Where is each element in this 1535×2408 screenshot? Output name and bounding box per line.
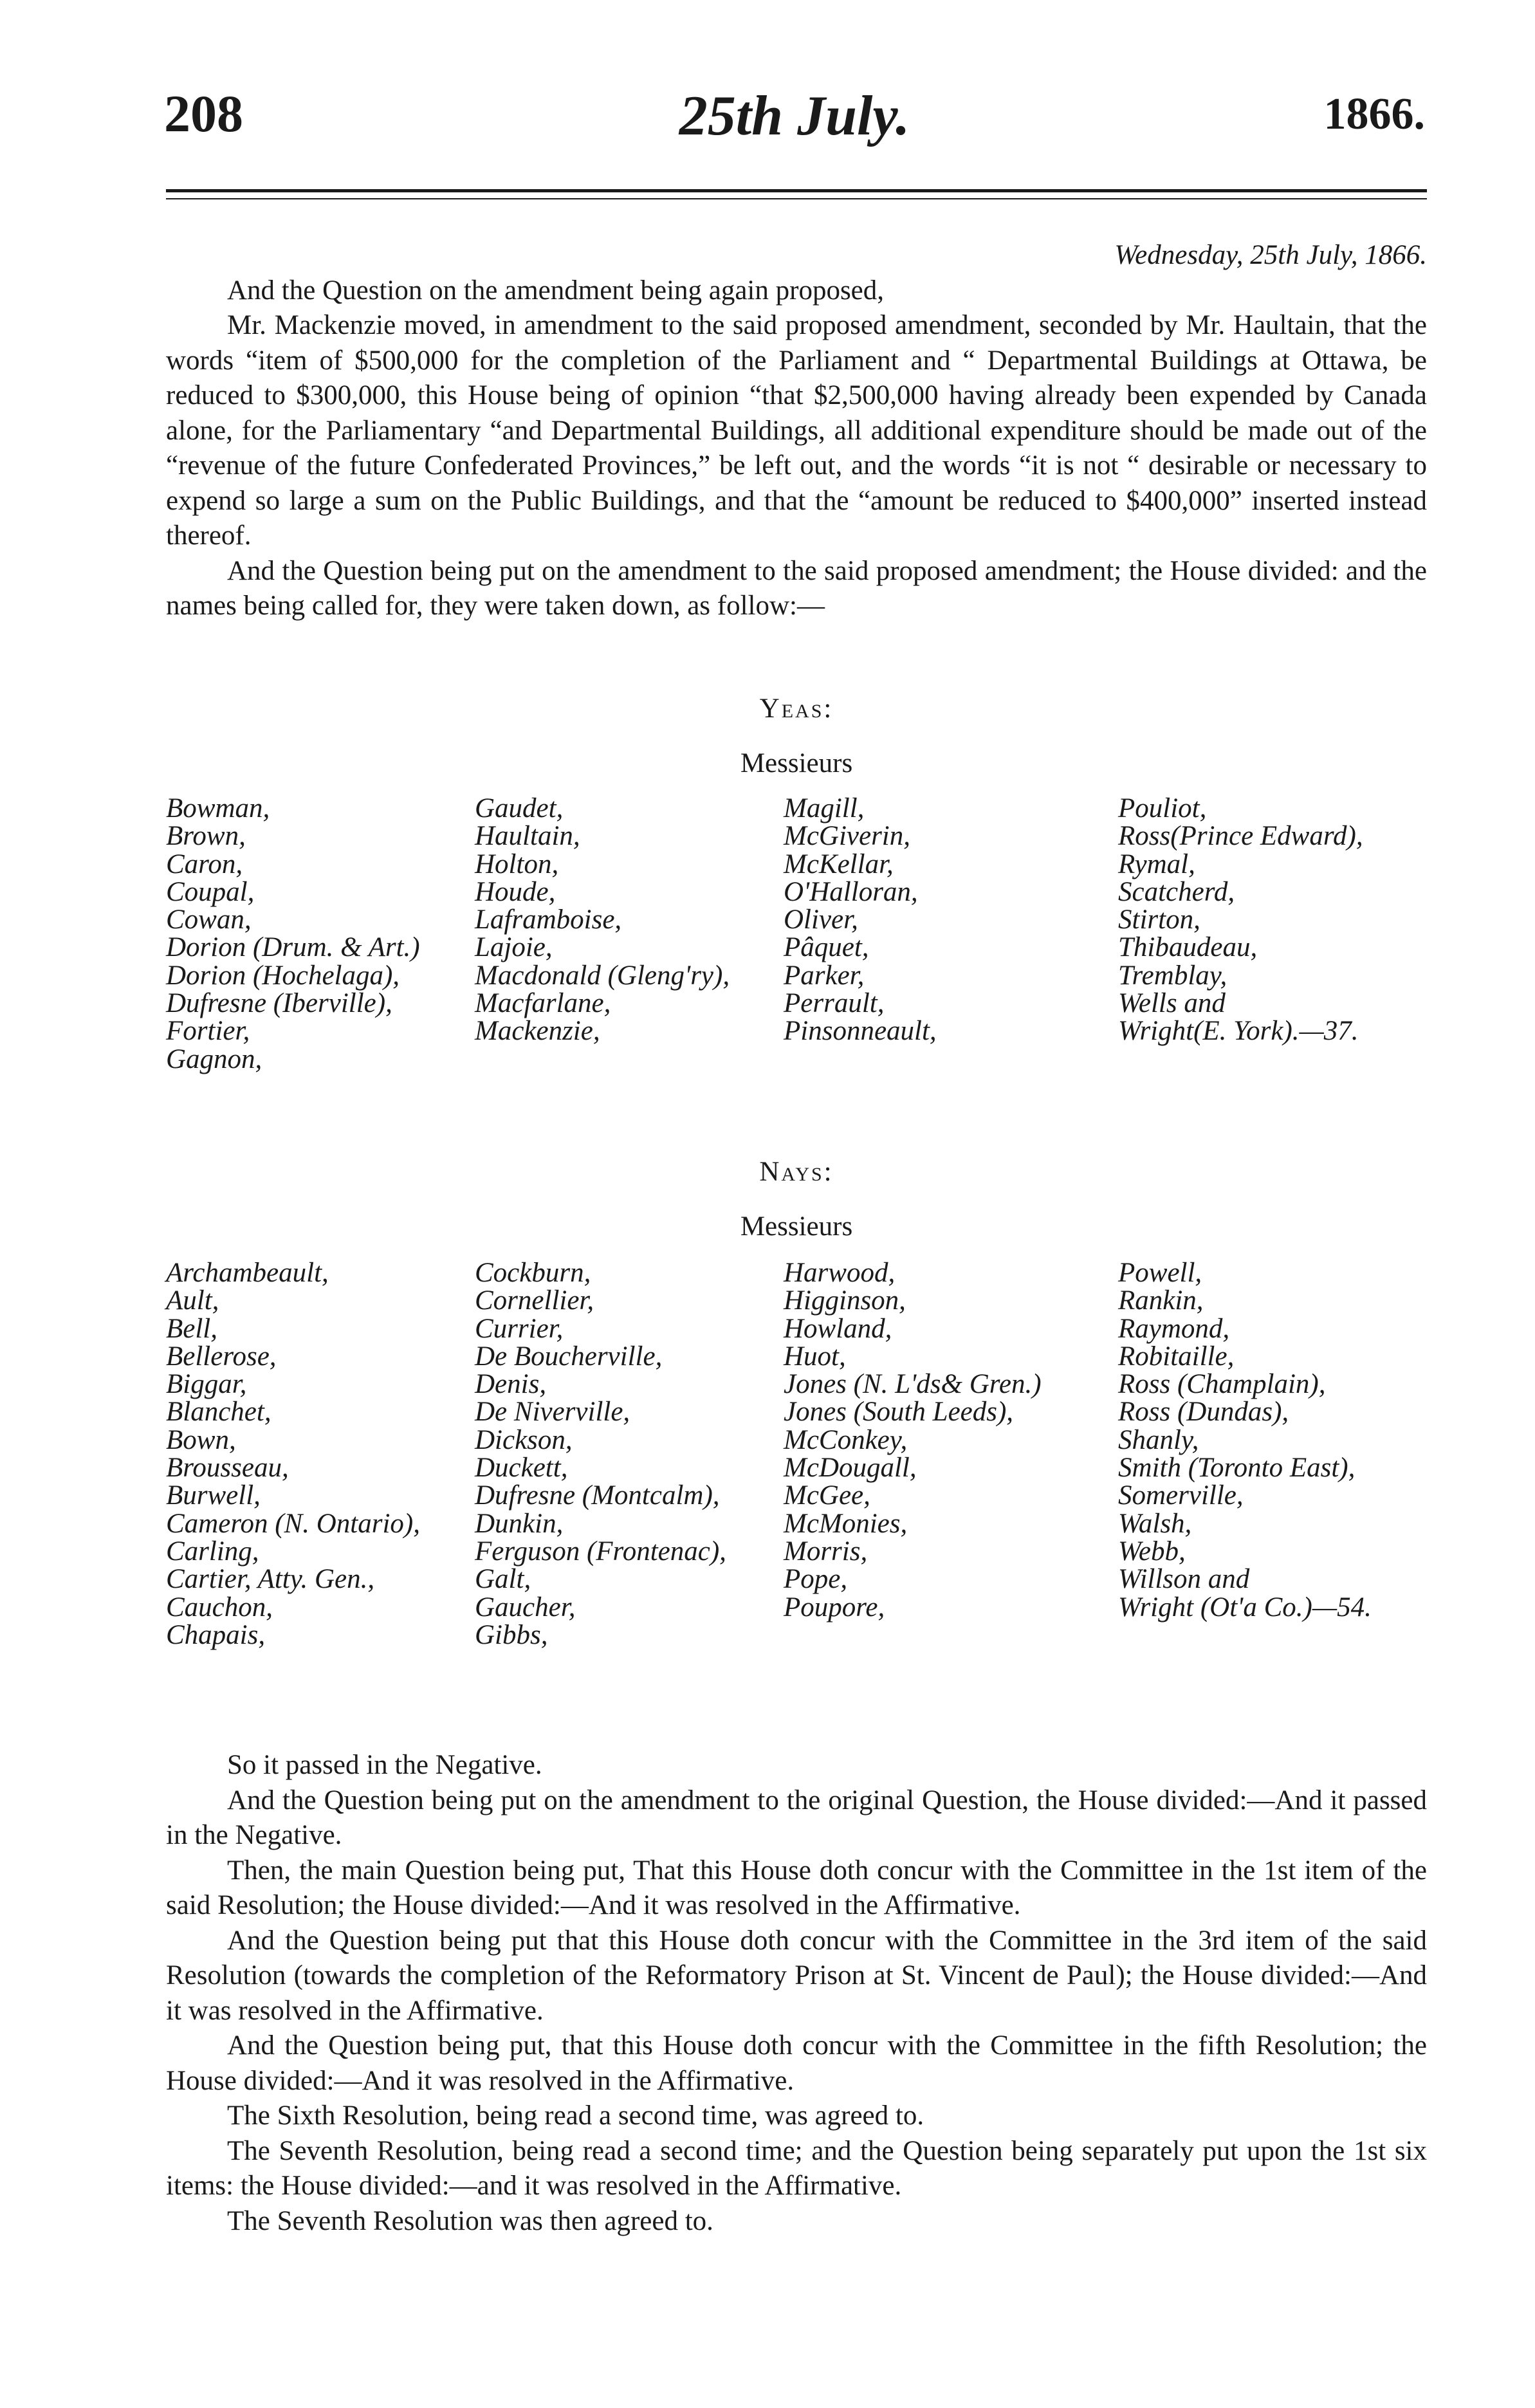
paragraph: So it passed in the Negative. [227, 1750, 542, 1780]
nays-member-name: De Boucherville, [475, 1341, 663, 1372]
closing-section [166, 1748, 1427, 2239]
yeas-member-name: Magill, [784, 793, 865, 823]
yeas-member-name: Lajoie, [475, 932, 553, 963]
header-rule-thin [166, 198, 1427, 199]
nays-member-name: Gaucher, [475, 1592, 576, 1622]
paragraph: Mr. Mackenzie moved, in amendment to the said proposed amendment, seconded by Mr. Haultain, that the words “item of $500,000 for the completion of the Parliament and “ Departmental Buildings at Ottawa, be reduced to $300,000, this House being of opinion “that $2,500,000 having already been expended by Canada alone, for the Parliamentary “and Departmental Buildings, all additional expenditure should be made out of the “revenue of the future Confederated Provinces,” be left out, and the words “it is not “ desirable or necessary to expend so large a sum on the Public Buildings, and that the “amount be reduced to $400,000” inserted instead thereof. [166, 310, 1427, 551]
yeas-member-name: Macdonald (Gleng'ry), [475, 960, 730, 991]
nays-member-name: Biggar, [166, 1369, 247, 1400]
page-title: 25th July. [679, 85, 910, 147]
paragraph: Then, the main Question being put, That this House doth concur with the Committee in the 1st item of the said Resolution; the House divided:—And it was resolved in the Affirmative. [166, 1855, 1427, 1920]
nays-member-name: Bellerose, [166, 1341, 277, 1372]
paragraph: And the Question being put on the amendment to the original Question, the House divided:—And it passed in the Negative. [166, 1785, 1427, 1850]
nays-member-name: McGee, [784, 1480, 870, 1511]
nays-member-name: Poupore, [784, 1592, 885, 1622]
nays-names-list [166, 1259, 1427, 1649]
yeas-member-name: Holton, [475, 849, 559, 879]
yeas-member-name: Wright(E. York).—37. [1118, 1016, 1359, 1047]
yeas-member-name: Scatcherd, [1118, 876, 1235, 907]
nays-member-name: Smith (Toronto East), [1118, 1453, 1356, 1484]
yeas-member-name [784, 1045, 1118, 1073]
yeas-subheading: Messieurs [740, 748, 853, 778]
nays-member-name: Dunkin, [475, 1508, 564, 1539]
nays-member-name: Jones (N. L'ds& Gren.) [784, 1369, 1042, 1400]
paragraph: The Sixth Resolution, being read a second time, was agreed to. [227, 2100, 924, 2131]
nays-member-name: McConkey, [784, 1424, 908, 1455]
yeas-member-name: Gagnon, [166, 1043, 262, 1074]
nays-member-name: Galt, [475, 1564, 531, 1595]
paragraph: And the Question being put on the amendment to the said proposed amendment; the House divided: and the names being called for, they were taken down, as follow:— [166, 555, 1427, 621]
nays-member-name: Webb, [1118, 1536, 1186, 1567]
yeas-member-name: Cowan, [166, 905, 252, 935]
yeas-member-name: Pinsonneault, [784, 1016, 937, 1047]
nays-member-name: Jones (South Leeds), [784, 1397, 1014, 1428]
header-rule [166, 189, 1427, 192]
nays-member-name: Brousseau, [166, 1453, 289, 1484]
nays-member-name: Denis, [475, 1369, 547, 1400]
nays-member-name: Bown, [166, 1424, 236, 1455]
nays-member-name: Robitaille, [1118, 1341, 1235, 1372]
nays-member-name [784, 1621, 1118, 1649]
yeas-member-name: Ross(Prince Edward), [1118, 821, 1363, 852]
nays-member-name: Raymond, [1118, 1313, 1230, 1344]
nays-member-name: Blanchet, [166, 1397, 271, 1428]
yeas-member-name: O'Halloran, [784, 876, 918, 907]
nays-member-name: Higginson, [784, 1285, 906, 1316]
yeas-member-name [475, 1045, 784, 1073]
nays-member-name: Ferguson (Frontenac), [475, 1536, 726, 1567]
nays-heading-block [166, 1155, 1427, 1244]
yeas-member-name: Parker, [784, 960, 865, 991]
nays-member-name: Harwood, [784, 1258, 896, 1288]
nays-heading: Nays: [759, 1157, 834, 1187]
nays-member-name: Dickson, [475, 1424, 573, 1455]
page-header [164, 84, 1425, 161]
nays-member-name: Huot, [784, 1341, 846, 1372]
yeas-member-name: Gaudet, [475, 793, 564, 823]
yeas-member-name: Bowman, [166, 793, 270, 823]
date-line: Wednesday, 25th July, 1866. [1114, 240, 1427, 270]
nays-member-name: Somerville, [1118, 1480, 1244, 1511]
nays-member-name: Willson and [1118, 1564, 1250, 1595]
nays-subheading: Messieurs [740, 1211, 853, 1242]
nays-member-name: Dufresne (Montcalm), [475, 1480, 720, 1511]
nays-member-name: Rankin, [1118, 1285, 1204, 1316]
yeas-member-name: McGiverin, [784, 821, 911, 852]
yeas-member-name: Fortier, [166, 1016, 250, 1047]
yeas-member-name: Pâquet, [784, 932, 869, 963]
nays-member-name: Currier, [475, 1313, 564, 1344]
yeas-member-name: Rymal, [1118, 849, 1195, 879]
nays-member-name: Morris, [784, 1536, 868, 1567]
nays-member-name: Burwell, [166, 1480, 261, 1511]
yeas-member-name: Dorion (Drum. & Art.) [166, 932, 420, 963]
header-year: 1866. [1323, 89, 1425, 139]
yeas-member-name: Laframboise, [475, 905, 622, 935]
nays-member-name: Ross (Champlain), [1118, 1369, 1326, 1400]
yeas-names-list [166, 795, 1427, 1073]
yeas-heading: Yeas: [759, 694, 834, 724]
yeas-member-name: Oliver, [784, 905, 858, 935]
paragraph: And the Question being put that this House doth concur with the Committee in the 3rd item of the said Resolution (towards the completion of the Reformatory Prison at St. Vincent de Paul); the House divided:—And it was resolved in the Affirmative. [166, 1925, 1427, 2026]
nays-member-name: Cauchon, [166, 1592, 273, 1622]
nays-member-name: Duckett, [475, 1453, 568, 1484]
nays-member-name: Ross (Dundas), [1118, 1397, 1289, 1428]
nays-member-name: Bell, [166, 1313, 217, 1344]
paragraph: And the Question on the amendment being again proposed, [227, 275, 885, 306]
nays-member-name: Gibbs, [475, 1619, 548, 1650]
yeas-member-name: Mackenzie, [475, 1016, 600, 1047]
yeas-member-name: Dufresne (Iberville), [166, 988, 392, 1019]
yeas-member-name: Perrault, [784, 988, 885, 1019]
yeas-member-name: Haultain, [475, 821, 580, 852]
yeas-member-name: McKellar, [784, 849, 894, 879]
nays-member-name: De Niverville, [475, 1397, 630, 1428]
nays-member-name: Cornellier, [475, 1285, 594, 1316]
nays-member-name: Ault, [166, 1285, 219, 1316]
nays-member-name: Cameron (N. Ontario), [166, 1508, 420, 1539]
paragraph: And the Question being put, that this House doth concur with the Committee in the fifth Resolution; the House divided:—And it was resolved in the Affirmative. [166, 2030, 1427, 2096]
yeas-member-name: Caron, [166, 849, 243, 879]
yeas-member-name [1118, 1045, 1427, 1073]
nays-member-name: Wright (Ot'a Co.)—54. [1118, 1592, 1372, 1622]
nays-member-name: Chapais, [166, 1619, 266, 1650]
opening-section [166, 238, 1427, 624]
nays-member-name: Cockburn, [475, 1258, 591, 1288]
nays-member-name: Cartier, Atty. Gen., [166, 1564, 375, 1595]
yeas-heading-block [166, 692, 1427, 781]
nays-member-name: McDougall, [784, 1453, 917, 1484]
nays-member-name: Pope, [784, 1564, 848, 1595]
yeas-member-name: Tremblay, [1118, 960, 1227, 991]
yeas-member-name: Stirton, [1118, 905, 1200, 935]
yeas-member-name: Wells and [1118, 988, 1226, 1019]
nays-member-name [1118, 1621, 1427, 1649]
nays-member-name: Powell, [1118, 1258, 1202, 1288]
nays-member-name: Walsh, [1118, 1508, 1192, 1539]
yeas-member-name: Houde, [475, 876, 556, 907]
paragraph: The Seventh Resolution was then agreed to. [227, 2205, 713, 2236]
page-number: 208 [164, 84, 243, 143]
nays-member-name: Howland, [784, 1313, 892, 1344]
nays-member-name: McMonies, [784, 1508, 908, 1539]
yeas-member-name: Pouliot, [1118, 793, 1207, 823]
yeas-member-name: Dorion (Hochelaga), [166, 960, 400, 991]
yeas-member-name: Thibaudeau, [1118, 932, 1258, 963]
paragraph: The Seventh Resolution, being read a second time; and the Question being separately put upon the 1st six items: the House divided:—and it was resolved in the Affirmative. [166, 2135, 1427, 2201]
nays-member-name: Shanly, [1118, 1424, 1199, 1455]
yeas-member-name: Macfarlane, [475, 988, 611, 1019]
yeas-member-name: Brown, [166, 821, 246, 852]
yeas-member-name: Coupal, [166, 876, 255, 907]
nays-member-name: Archambeault, [166, 1258, 329, 1288]
nays-member-name: Carling, [166, 1536, 259, 1567]
